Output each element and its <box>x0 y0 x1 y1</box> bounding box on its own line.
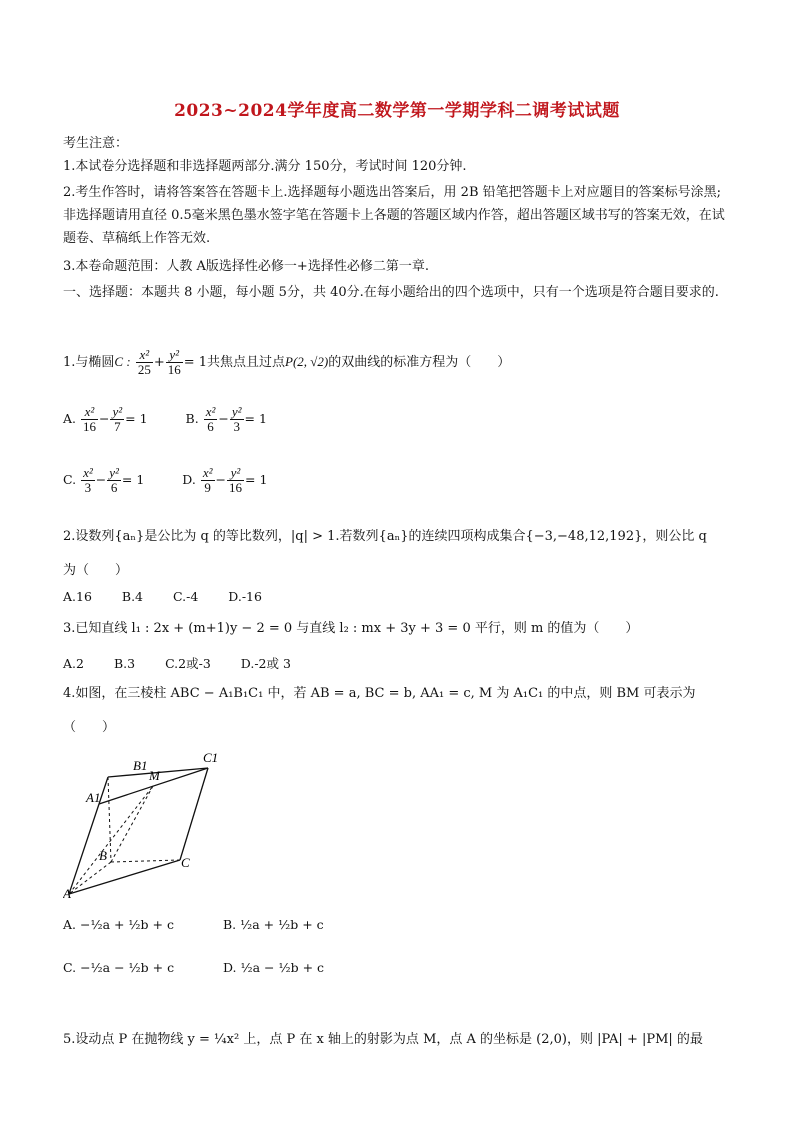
q1-option-b: B. $\frac{\text{x²}}{6}$ − $\frac{\text{y²}}{3}$ = 1 <box>185 404 267 434</box>
notice-item-2: 2.考生作答时，请将答案答在答题卡上.选择题每小题选出答案后，用 2B 铅笔把答题卡上对应题目的答案标号涂黑;非选择题请用直径 0.5毫米黑色墨水签字笔在答题卡上各题的答题区域内作答，超出答题区域书写的答案无效，在试题卷、草稿纸上作答无效. <box>63 185 725 246</box>
edge-a1-a <box>69 804 99 894</box>
q4-option-a: A. −½a + ½b + c <box>63 917 174 932</box>
q4-options-row-2 <box>63 960 350 975</box>
question-2-line-2: 为（ ） <box>63 563 129 578</box>
q1-ellipse-label: C : <box>114 354 131 369</box>
q1-option-a: A. $\frac{\text{x²}}{16}$ − $\frac{\text{y²}}{7}$ = 1 <box>63 404 148 434</box>
question-4-line-2: （ ） <box>63 720 116 735</box>
notice-heading: 考生注意： <box>63 136 129 151</box>
q1-mid: 共焦点且过点 <box>207 355 286 370</box>
question-1: 1.与椭圆C : $\frac{\text{x²}}{25}$ + $\frac{\text{y²}}{16}$ = 1共焦点且过点P(2, √2)的双曲线的标准方程为（ ） <box>63 347 511 377</box>
q3-options <box>63 654 317 672</box>
page-title: 2023~2024学年度高二数学第一学期学科二调考试试题 <box>174 101 620 121</box>
q1-options-row-1 <box>63 405 293 434</box>
edge-b-c <box>111 860 180 862</box>
label-m: M <box>149 768 160 783</box>
label-b1: B1 <box>133 758 148 773</box>
edge-c1-c <box>180 768 208 860</box>
q4-option-d: D. ½a − ½b + c <box>222 960 325 975</box>
q3-option-d: D.-2或 3 <box>240 656 291 671</box>
edge-a-c <box>69 860 180 894</box>
q3-option-a: A.2 <box>63 656 84 671</box>
q1-post: 的双曲线的标准方程为（ ） <box>328 355 511 370</box>
q2-option-a: A.16 <box>63 589 92 604</box>
label-c1: C1 <box>203 750 219 765</box>
notice-item-1: 1.本试卷分选择题和非选择题两部分.满分 150分，考试时间 120分钟. <box>63 159 467 174</box>
question-5: 5.设动点 P 在抛物线 y = ¼x² 上，点 P 在 x 轴上的射影为点 M，点 A 的坐标是 (2,0)，则 |PA| + |PM| 的最 <box>63 1032 703 1047</box>
q1-number: 1. <box>63 355 76 370</box>
q1-options-row-2 <box>63 466 293 495</box>
edge-b1-b <box>108 777 111 862</box>
q4-option-b: B. ½a + ½b + c <box>222 917 324 932</box>
q1-option-c: C. $\frac{\text{x²}}{3}$ − $\frac{\text{y²}}{6}$ = 1 <box>63 465 145 495</box>
label-a: A <box>63 886 71 900</box>
question-4-line-1: 4.如图，在三棱柱 ABC − A₁B₁C₁ 中，若 AB = a, BC = b, AA₁ = c, M 为 A₁C₁ 的中点，则 BM 可表示为 <box>63 686 696 701</box>
question-2-line-1: 2.设数列{aₙ}是公比为 q 的等比数列，|q| > 1.若数列{aₙ}的连续四项构成集合{−3,−48,12,192}，则公比 q <box>63 529 707 544</box>
edge-b-a <box>69 862 111 894</box>
label-b: B <box>99 848 107 863</box>
q1-frac-x: $\frac{\text{x²}}{25}$ <box>137 347 151 377</box>
question-3: 3.已知直线 l₁ : 2x + (m+1)y − 2 = 0 与直线 l₂ : mx + 3y + 3 = 0 平行，则 m 的值为（ ） <box>63 621 639 636</box>
section-heading: 一、选择题：本题共 8 小题，每小题 5分，共 40分.在每小题给出的四个选项中，只有一个选项是符合题目要求的. <box>63 285 719 300</box>
prism-figure <box>63 740 223 900</box>
q2-option-c: C.-4 <box>173 589 199 604</box>
q1-frac-y: $\frac{\text{y²}}{16}$ <box>167 347 181 377</box>
q2-option-b: B.4 <box>121 589 144 604</box>
q3-option-c: C.2或-3 <box>165 656 211 671</box>
segment-a-m <box>69 786 153 894</box>
q3-option-b: B.3 <box>113 656 136 671</box>
notice-item-3: 3.本卷命题范围：人教 A版选择性必修一+选择性必修二第一章. <box>63 259 429 274</box>
q4-options-row-1 <box>63 917 350 932</box>
q1-pre: 与椭圆 <box>75 355 115 370</box>
q1-option-d: D. $\frac{\text{x²}}{9}$ − $\frac{\text{y²}}{16}$ = 1 <box>182 465 268 495</box>
label-c: C <box>181 855 190 870</box>
label-a1: A1 <box>86 790 101 805</box>
q4-option-c: C. −½a − ½b + c <box>63 960 175 975</box>
q2-option-d: D.-16 <box>228 589 262 604</box>
q2-options <box>63 589 288 604</box>
q1-point: P(2, √2) <box>285 354 329 369</box>
